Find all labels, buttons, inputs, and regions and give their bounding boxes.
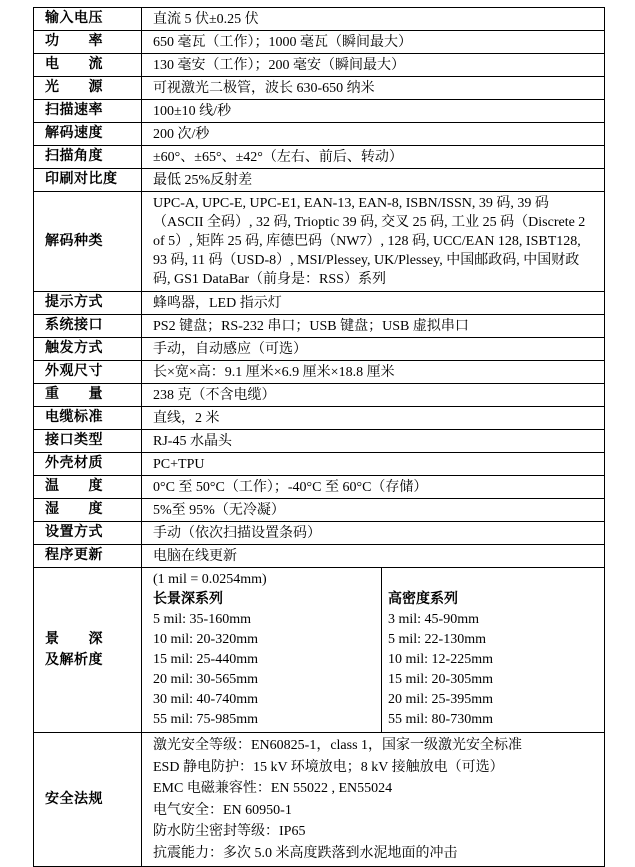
row-value: UPC-A, UPC-E, UPC-E1, EAN-13, EAN-8, ISBN/ISSN, 39 码, 39 码（ASCII 全码）, 32 码, Trioptic 39 码, 交叉 25 码, 工业 25 码（Discrete 2 of 5）, 矩阵 25 码, 库德巴码（NW7）, 128 码, UCC/EAN 128, ISBT128, 93 码, 11 码（USD-8）, MSI/Plessey, UK/Plessey, 中国邮政码, 中国财政码, GS1 DataBar（前身是：RSS）系列 <box>142 192 605 292</box>
dof-left-item: 10 mil: 20-320mm <box>153 632 258 648</box>
row-value: 直线，2 米 <box>142 407 605 430</box>
safety-lines <box>142 733 605 867</box>
row-label: 系统接口 <box>34 315 142 338</box>
dof-left-item: 20 mil: 30-565mm <box>153 672 258 688</box>
row-value: 0°C 至 50°C（工作）；-40°C 至 60°C（存储） <box>142 476 605 499</box>
dof-left-item: 30 mil: 40-740mm <box>153 692 258 708</box>
row-label: 印刷对比度 <box>34 169 142 192</box>
row-label: 光 源 <box>34 77 142 100</box>
row-label: 接口类型 <box>34 430 142 453</box>
table-row <box>34 100 605 123</box>
row-label: 外观尺寸 <box>34 361 142 384</box>
row-label: 扫描角度 <box>34 146 142 169</box>
dof-label-line2: 及解析度 <box>45 653 103 669</box>
dof-long-range-column <box>142 568 382 732</box>
dof-left-item: 15 mil: 25-440mm <box>153 652 258 668</box>
safety-line: 激光安全等级：EN60825-1，class 1，国家一级激光安全标准 <box>153 738 523 754</box>
table-row <box>34 361 605 384</box>
row-label-dof <box>34 568 142 733</box>
dof-left-item: 5 mil: 35-160mm <box>153 612 251 628</box>
row-value: 蜂鸣器，LED 指示灯 <box>142 292 605 315</box>
row-label: 解码种类 <box>34 192 142 292</box>
row-label: 提示方式 <box>34 292 142 315</box>
row-label: 重 量 <box>34 384 142 407</box>
row-value: 130 毫安（工作）；200 毫安（瞬间最大） <box>142 54 605 77</box>
row-label: 外壳材质 <box>34 453 142 476</box>
dof-left-item: 55 mil: 75-985mm <box>153 712 258 728</box>
dof-value-cell <box>142 568 605 733</box>
row-label: 设置方式 <box>34 522 142 545</box>
dof-right-item: 3 mil: 45-90mm <box>388 612 479 628</box>
dof-left-items <box>153 610 377 730</box>
row-value: RJ-45 水晶头 <box>142 430 605 453</box>
dof-right-items <box>388 610 600 730</box>
dof-left-header: 长景深系列 <box>153 592 223 608</box>
row-value: PC+TPU <box>142 453 605 476</box>
table-row <box>34 522 605 545</box>
dof-spacer <box>388 570 600 590</box>
table-row <box>34 338 605 361</box>
row-label: 功 率 <box>34 31 142 54</box>
row-label: 触发方式 <box>34 338 142 361</box>
safety-line: 防水防尘密封等级：IP65 <box>153 824 306 840</box>
dof-right-header: 高密度系列 <box>388 592 458 608</box>
dof-high-density-column <box>382 568 604 732</box>
row-value: 手动（依次扫描设置条码） <box>142 522 605 545</box>
row-label: 程序更新 <box>34 545 142 568</box>
safety-line: 电气安全：EN 60950-1 <box>153 802 292 818</box>
safety-line: EMC 电磁兼容性：EN 55022 , EN55024 <box>153 781 393 797</box>
table-row <box>34 384 605 407</box>
row-value: 手动，自动感应（可选） <box>142 338 605 361</box>
table-row <box>34 315 605 338</box>
dof-right-item: 55 mil: 80-730mm <box>388 712 493 728</box>
dof-right-item: 15 mil: 20-305mm <box>388 672 493 688</box>
row-label: 输入电压 <box>34 8 142 31</box>
table-row <box>34 169 605 192</box>
table-row <box>34 77 605 100</box>
table-row <box>34 8 605 31</box>
row-value: PS2 键盘；RS-232 串口；USB 键盘；USB 虚拟串口 <box>142 315 605 338</box>
table-row <box>34 499 605 522</box>
row-value: 可视激光二极管，波长 630-650 纳米 <box>142 77 605 100</box>
row-value: 5%至 95%（无冷凝） <box>142 499 605 522</box>
dof-label-line1: 景 深 <box>45 632 103 648</box>
row-value: 长×宽×高：9.1 厘米×6.9 厘米×18.8 厘米 <box>142 361 605 384</box>
row-label: 电缆标准 <box>34 407 142 430</box>
spec-rows <box>34 8 605 568</box>
row-value: 电脑在线更新 <box>142 545 605 568</box>
table-row <box>34 407 605 430</box>
table-row <box>34 453 605 476</box>
safety-line: ESD 静电防护：15 kV 环境放电；8 kV 接触放电（可选） <box>153 759 504 775</box>
dof-subtable <box>142 568 604 732</box>
row-value: 200 次/秒 <box>142 123 605 146</box>
row-value: 直流 5 伏±0.25 伏 <box>142 8 605 31</box>
row-value: 最低 25%反射差 <box>142 169 605 192</box>
safety-line: 抗震能力：多次 5.0 米高度跌落到水泥地面的冲击 <box>153 845 458 861</box>
table-row <box>34 146 605 169</box>
table-row <box>34 192 605 292</box>
table-row <box>34 54 605 77</box>
row-value: ±60°、±65°、±42°（左右、前后、转动） <box>142 146 605 169</box>
row-label: 扫描速率 <box>34 100 142 123</box>
dof-right-item: 10 mil: 12-225mm <box>388 652 493 668</box>
row-label: 湿 度 <box>34 499 142 522</box>
dof-right-item: 20 mil: 25-395mm <box>388 692 493 708</box>
table-row <box>34 430 605 453</box>
row-value: 100±10 线/秒 <box>142 100 605 123</box>
table-row-dof <box>34 568 605 733</box>
table-row <box>34 476 605 499</box>
table-row <box>34 545 605 568</box>
row-label: 电 流 <box>34 54 142 77</box>
row-label: 温 度 <box>34 476 142 499</box>
row-value: 650 毫瓦（工作）；1000 毫瓦（瞬间最大） <box>142 31 605 54</box>
mil-conversion-note: (1 mil = 0.0254mm) <box>153 572 267 588</box>
table-row-safety <box>34 733 605 867</box>
table-row <box>34 292 605 315</box>
table-row <box>34 123 605 146</box>
dof-right-item: 5 mil: 22-130mm <box>388 632 486 648</box>
table-row <box>34 31 605 54</box>
spec-table <box>33 7 605 867</box>
row-label: 解码速度 <box>34 123 142 146</box>
row-label-safety: 安全法规 <box>34 733 142 867</box>
row-value: 238 克（不含电缆） <box>142 384 605 407</box>
